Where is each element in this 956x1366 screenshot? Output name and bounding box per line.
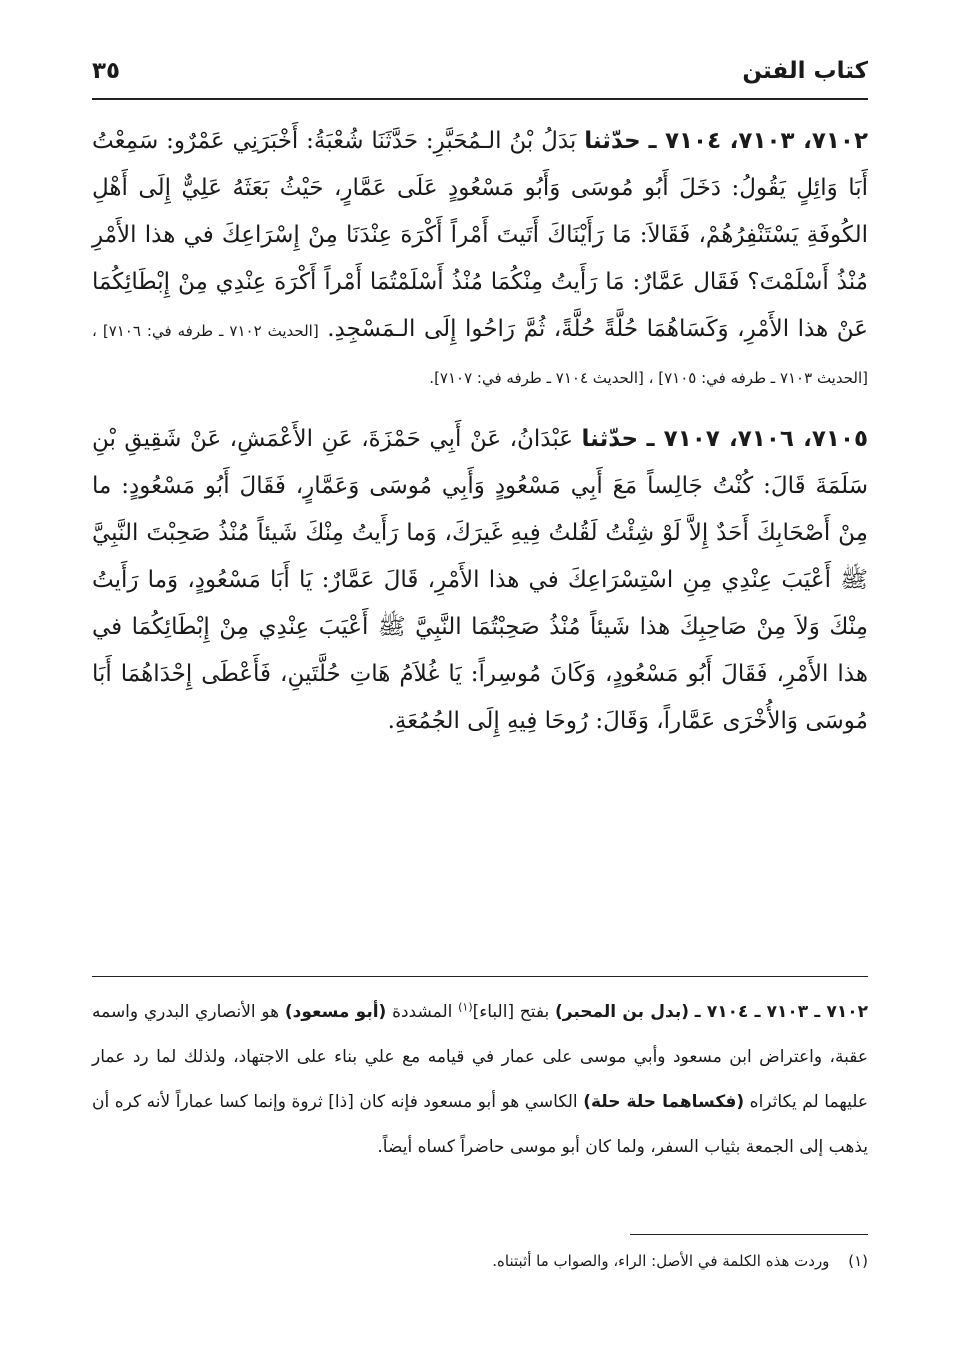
footnote-text: وردت هذه الكلمة في الأصل: الراء، والصواب ما أثبتناه. <box>492 1252 830 1270</box>
commentary-text: المشددة <box>392 1002 453 1022</box>
commentary-text: بفتح [الباء] <box>472 1002 550 1022</box>
commentary-text: هو الأنصاري البدري واسمه عقبة، واعتراض ابن مسعود وأبي موسى على عمار في قيامه مع علي بناء على الاجتهاد، ولذلك لما رد عمار عليهما لم يكاثراه <box>92 1002 869 1112</box>
hadith-body: عَبْدَانُ، عَنْ أَبِي حَمْزَةَ، عَنِ الأَعْمَشِ، عَنْ شَقِيقِ بْنِ سَلَمَةَ قَالَ: كُنْتُ جَالِساً مَعَ أَبِي مَسْعُودٍ وَأَبِي مُوسَى وَعَمَّارٍ، فَقَالَ أَبُو مَسْعُودٍ: ما مِنْ أَصْحَابِكَ أَحَدٌ إِلاَّ لَوْ شِئْتُ لَقُلتُ فِيهِ غَيرَكَ، وَما رَأَيتُ مِنْكَ شَيئاً مُنْذُ صَحِبْتَ النَّبِيَّ ﷺ أَعْيَبَ عِنْدِي مِنِ اسْتِسْرَاعِكَ في هذا الأَمْرِ، قَالَ عَمَّارٌ: يَا أَبَا مَسْعُودٍ، وَما رَأَيتُ مِنْكَ وَلاَ مِنْ صَاحِبِكَ هذا شَيئاً مُنْذُ صَحِبْتُمَا النَّبِيَّ ﷺ أَعْيَبَ عِنْدِي مِنْ إِبْطَائِكُمَا في هذا الأَمْرِ، فَقَالَ أَبُو مَسْعُودٍ، وَكَانَ مُوسِراً: يَا غُلاَمُ هَاتِ حُلَّتَينِ، فَأَعْطَى إِحْدَاهُمَا أَبَا مُوسَى وَالأُخْرَى عَمَّاراً، وَقَالَ: رُوحَا فِيهِ إِلَى الجُمُعَةِ. <box>92 426 868 734</box>
hadith-text-block <box>92 118 868 761</box>
commentary-term: (أبو مسعود) <box>284 1002 387 1022</box>
commentary-number: ٧١٠٢ ـ ٧١٠٣ ـ ٧١٠٤ ـ <box>694 1002 868 1022</box>
hadith-7102 <box>92 118 868 400</box>
book-page <box>92 0 868 1366</box>
commentary-divider <box>92 976 868 977</box>
running-head <box>92 58 868 94</box>
hadith-number: ٧١٠٢، ٧١٠٣، ٧١٠٤ ـ <box>648 128 869 154</box>
commentary-term: (فكساهما حلة حلة) <box>583 1092 745 1112</box>
narration-word: حدّثنا <box>584 128 641 154</box>
commentary-term: (بدل بن المحبر) <box>554 1002 690 1022</box>
footnote <box>92 1246 868 1276</box>
hadith-number: ٧١٠٥، ٧١٠٦، ٧١٠٧ ـ <box>646 426 869 452</box>
commentary-block <box>92 990 868 1170</box>
hadith-7105 <box>92 416 868 745</box>
commentary-text: الكاسي هو أبو مسعود فإنه كان [ذا] ثروة وإنما كسا عماراً لأنه كره أن يذهب إلى الجمعة بثياب السفر، ولما كان أبو موسى حاضراً كساه أيضاً. <box>92 1092 868 1157</box>
footnote-mark: (١) <box>848 1252 868 1270</box>
footnote-divider <box>630 1234 868 1235</box>
book-title: كتاب الفتن <box>742 58 868 84</box>
narration-word: حدّثنا <box>581 426 639 452</box>
footnote-reference: (١) <box>458 1000 473 1014</box>
page-number: ٣٥ <box>92 58 121 84</box>
header-divider <box>92 98 868 100</box>
hadith-references: [الحديث ٧١٠٢ ـ طرفه في: ٧١٠٦] ، [الحديث ٧١٠٣ ـ طرفه في: ٧١٠٥] ، [الحديث ٧١٠٤ ـ طرفه في: ٧١٠٧]. <box>92 322 868 387</box>
hadith-body: بَدَلُ بْنُ الـمُحَبَّرِ: حَدَّثَنَا شُعْبَةُ: أَخْبَرَنِي عَمْرٌو: سَمِعْتُ أَبَا وَائِلٍ يَقُولُ: دَخَلَ أَبُو مُوسَى وَأَبُو مَسْعُودٍ عَلَى عَمَّارٍ، حَيْثُ بَعَثَهُ عَلِيٌّ إِلَى أَهْلِ الكُوفَةِ يَسْتَنْفِرُهُمْ، فَقَالاَ: مَا رَأَيْنَاكَ أَتَيتَ أَمْراً أَكْرَهَ عِنْدَنَا مِنْ إِسْرَاعِكَ في هذا الأَمْرِ مُنْذُ أَسْلَمْتَ؟ فَقَال عَمَّارٌ: مَا رَأَيتُ مِنْكُمَا مُنْذُ أَسْلَمْتُمَا أَمْراً أَكْرَهَ عِنْدِي مِنْ إِبْطَائِكُمَا عَنْ هذا الأَمْرِ، وَكَسَاهُمَا حُلَّةً حُلَّةً، ثُمَّ رَاحُوا إِلَى الـمَسْجِدِ. <box>92 128 868 342</box>
